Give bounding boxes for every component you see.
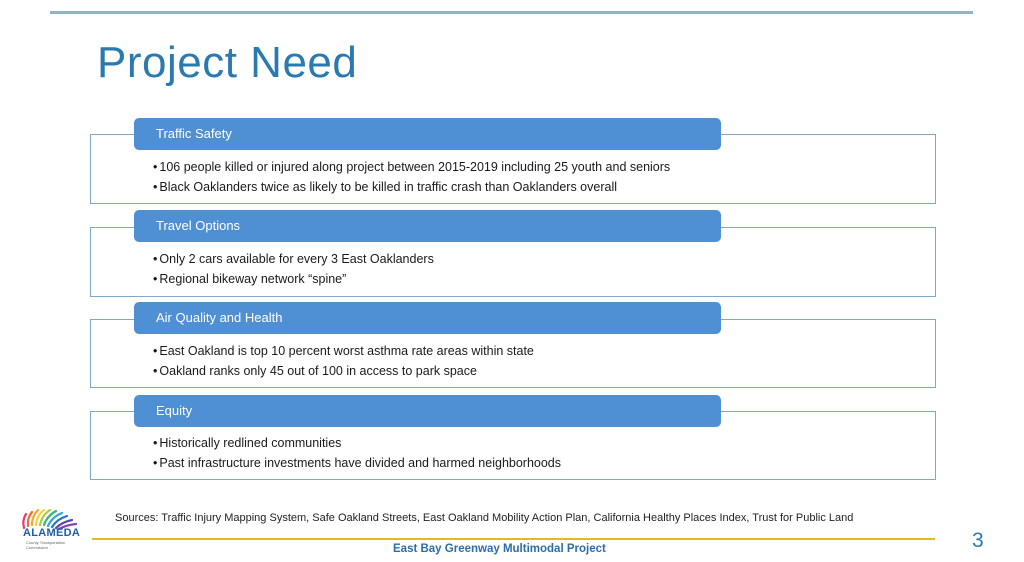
footer-project-name: East Bay Greenway Multimodal Project	[393, 543, 606, 555]
sources-note: Sources: Traffic Injury Mapping System, Safe Oakland Streets, East Oakland Mobility Action Plan, California Healthy Places Index, Trust for Public Land	[115, 512, 854, 524]
bullet-list-equity	[153, 433, 561, 473]
section-header-air-quality: Air Quality and Health	[134, 302, 721, 334]
section-header-traffic-safety: Traffic Safety	[134, 118, 721, 150]
bullet-item: • East Oakland is top 10 percent worst asthma rate areas within state	[153, 341, 534, 361]
bullet-item: • Only 2 cars available for every 3 East Oaklanders	[153, 249, 434, 269]
bullet-list-travel-options	[153, 249, 434, 289]
page-number: 3	[972, 529, 984, 552]
bullet-item: • Black Oaklanders twice as likely to be killed in traffic crash than Oaklanders overall	[153, 177, 670, 197]
top-divider	[50, 11, 973, 14]
section-header-travel-options: Travel Options	[134, 210, 721, 242]
footer-divider	[92, 538, 935, 540]
bullet-item: • Historically redlined communities	[153, 433, 561, 453]
section-header-equity: Equity	[134, 395, 721, 427]
alameda-ctc-logo	[10, 498, 90, 558]
logo-wordmark: ALAMEDA	[23, 527, 81, 539]
bullet-list-air-quality	[153, 341, 534, 381]
bullet-item: • Regional bikeway network “spine”	[153, 269, 434, 289]
bullet-item: • 106 people killed or injured along project between 2015-2019 including 25 youth and seniors	[153, 157, 670, 177]
bullet-item: • Oakland ranks only 45 out of 100 in access to park space	[153, 361, 534, 381]
bullet-list-traffic-safety	[153, 157, 670, 197]
slide-title: Project Need	[97, 38, 358, 87]
bullet-item: • Past infrastructure investments have divided and harmed neighborhoods	[153, 453, 561, 473]
logo-subtext: County Transportation Commission	[26, 540, 66, 550]
